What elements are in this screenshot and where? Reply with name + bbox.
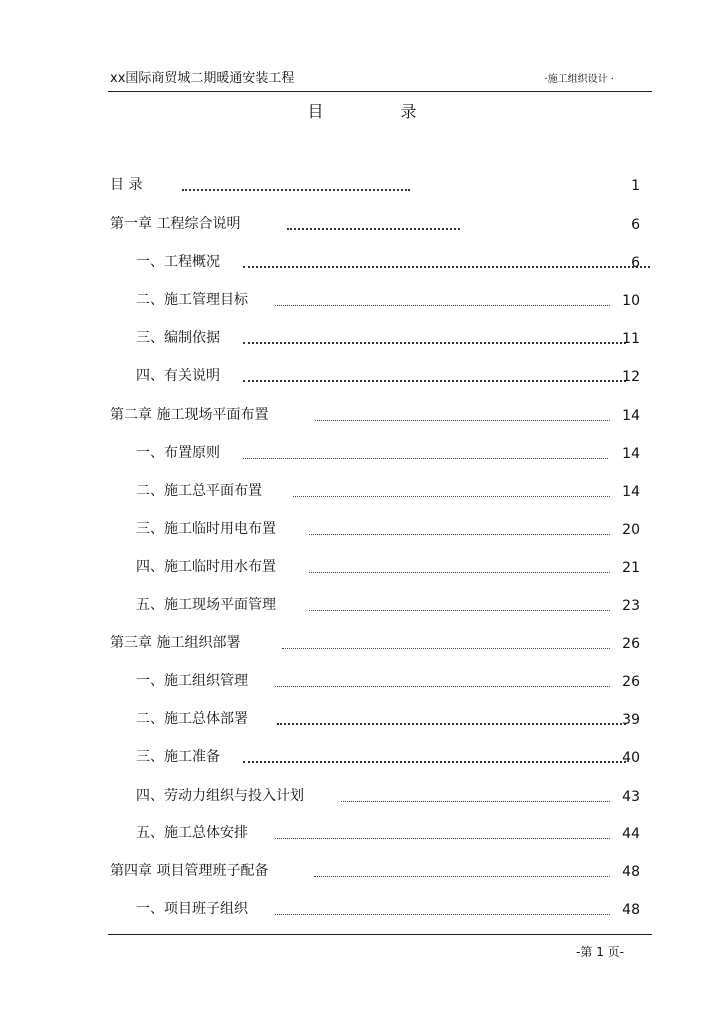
toc-entry-label: 第二章 施工现场平面布置 — [110, 407, 269, 423]
toc-entry-page: 1 — [631, 178, 640, 194]
toc-entry-label: 一、项目班子组织 — [136, 901, 248, 917]
toc-entry-label: 五、施工现场平面管理 — [136, 597, 276, 613]
toc-dot-leader — [243, 761, 626, 763]
toc-entry-page: 44 — [622, 826, 640, 842]
toc-dot-leader — [314, 876, 610, 877]
toc-entry-label: 二、施工总体部署 — [136, 711, 248, 727]
toc-entry — [0, 557, 724, 579]
toc-entry-label: 第一章 工程综合说明 — [110, 216, 241, 232]
toc-dot-leader — [309, 572, 610, 573]
toc-dot-leader — [287, 228, 460, 230]
toc-dot-leader — [243, 380, 626, 382]
toc-entry-label: 三、编制依据 — [136, 330, 220, 346]
page-header-right: ·施工组织设计 · — [544, 74, 614, 85]
toc-dot-leader — [243, 266, 650, 268]
toc-entry — [0, 861, 724, 883]
toc-dot-leader — [293, 496, 610, 497]
toc-entry-page: 14 — [622, 446, 640, 462]
toc-dot-leader — [341, 801, 610, 802]
toc-dot-leader — [182, 189, 410, 191]
toc-entry-page: 40 — [622, 750, 640, 766]
toc-entry-page: 43 — [622, 789, 640, 805]
toc-entry-page: 39 — [622, 712, 640, 728]
toc-entry — [0, 823, 724, 845]
toc-entry-page: 20 — [622, 522, 640, 538]
toc-entry-page: 48 — [622, 902, 640, 918]
toc-dot-leader — [309, 610, 610, 611]
toc-entry — [0, 595, 724, 617]
toc-dot-leader — [277, 723, 626, 725]
toc-entry — [0, 405, 724, 427]
toc-entry-label: 二、施工总平面布置 — [136, 483, 262, 499]
toc-dot-leader — [243, 458, 608, 459]
toc-entry-label: 四、劳动力组织与投入计划 — [136, 788, 304, 804]
toc-entry-page: 14 — [622, 408, 640, 424]
toc-entry-label: 第三章 施工组织部署 — [110, 635, 241, 651]
toc-entry-label: 一、施工组织管理 — [136, 673, 248, 689]
toc-entry — [0, 443, 724, 465]
toc-entry-label: 目 录 — [110, 177, 143, 193]
toc-dot-leader — [275, 305, 610, 306]
toc-entry-page: 10 — [622, 293, 640, 309]
toc-entry — [0, 481, 724, 503]
toc-entry-label: 四、有关说明 — [136, 368, 220, 384]
toc-dot-leader — [309, 534, 610, 535]
footer-divider — [108, 934, 652, 935]
toc-entry-page: 21 — [622, 560, 640, 576]
toc-entry-page: 11 — [622, 331, 640, 347]
toc-entry — [0, 671, 724, 693]
toc-entry-label: 四、施工临时用水布置 — [136, 559, 276, 575]
toc-dot-leader — [243, 342, 626, 344]
toc-entry — [0, 633, 724, 655]
toc-entry — [0, 214, 724, 236]
toc-entry — [0, 366, 724, 388]
toc-entry-label: 二、施工管理目标 — [136, 292, 248, 308]
toc-entry — [0, 175, 724, 197]
toc-entry-label: 一、布置原则 — [136, 445, 220, 461]
toc-entry — [0, 899, 724, 921]
toc-entry — [0, 290, 724, 312]
toc-entry — [0, 252, 724, 274]
toc-entry-label: 五、施工总体安排 — [136, 825, 248, 841]
page-number: -第 1 页- — [576, 945, 624, 959]
toc-entry — [0, 519, 724, 541]
toc-entry-page: 6 — [631, 217, 640, 233]
toc-entry-label: 三、施工准备 — [136, 749, 220, 765]
toc-entry-page: 26 — [622, 674, 640, 690]
toc-entry-label: 一、工程概况 — [136, 254, 220, 270]
toc-entry-page: 26 — [622, 636, 640, 652]
toc-entry-label: 第四章 项目管理班子配备 — [110, 863, 269, 879]
toc-entry — [0, 786, 724, 808]
toc-dot-leader — [315, 420, 610, 421]
toc-entry — [0, 747, 724, 769]
toc-entry — [0, 709, 724, 731]
toc-entry-page: 14 — [622, 484, 640, 500]
toc-entry-page: 12 — [622, 369, 640, 385]
toc-dot-leader — [282, 648, 610, 649]
toc-dot-leader — [275, 914, 610, 915]
toc-title: 目 录 — [307, 102, 453, 121]
toc-entry-page: 48 — [622, 864, 640, 880]
toc-dot-leader — [275, 686, 610, 687]
toc-entry-page: 23 — [622, 598, 640, 614]
toc-entry — [0, 328, 724, 350]
toc-entry-page: 6 — [631, 255, 640, 271]
page-header-left: xx国际商贸城二期暖通安装工程 — [110, 71, 295, 86]
toc-entry-label: 三、施工临时用电布置 — [136, 521, 276, 537]
toc-dot-leader — [275, 838, 610, 839]
